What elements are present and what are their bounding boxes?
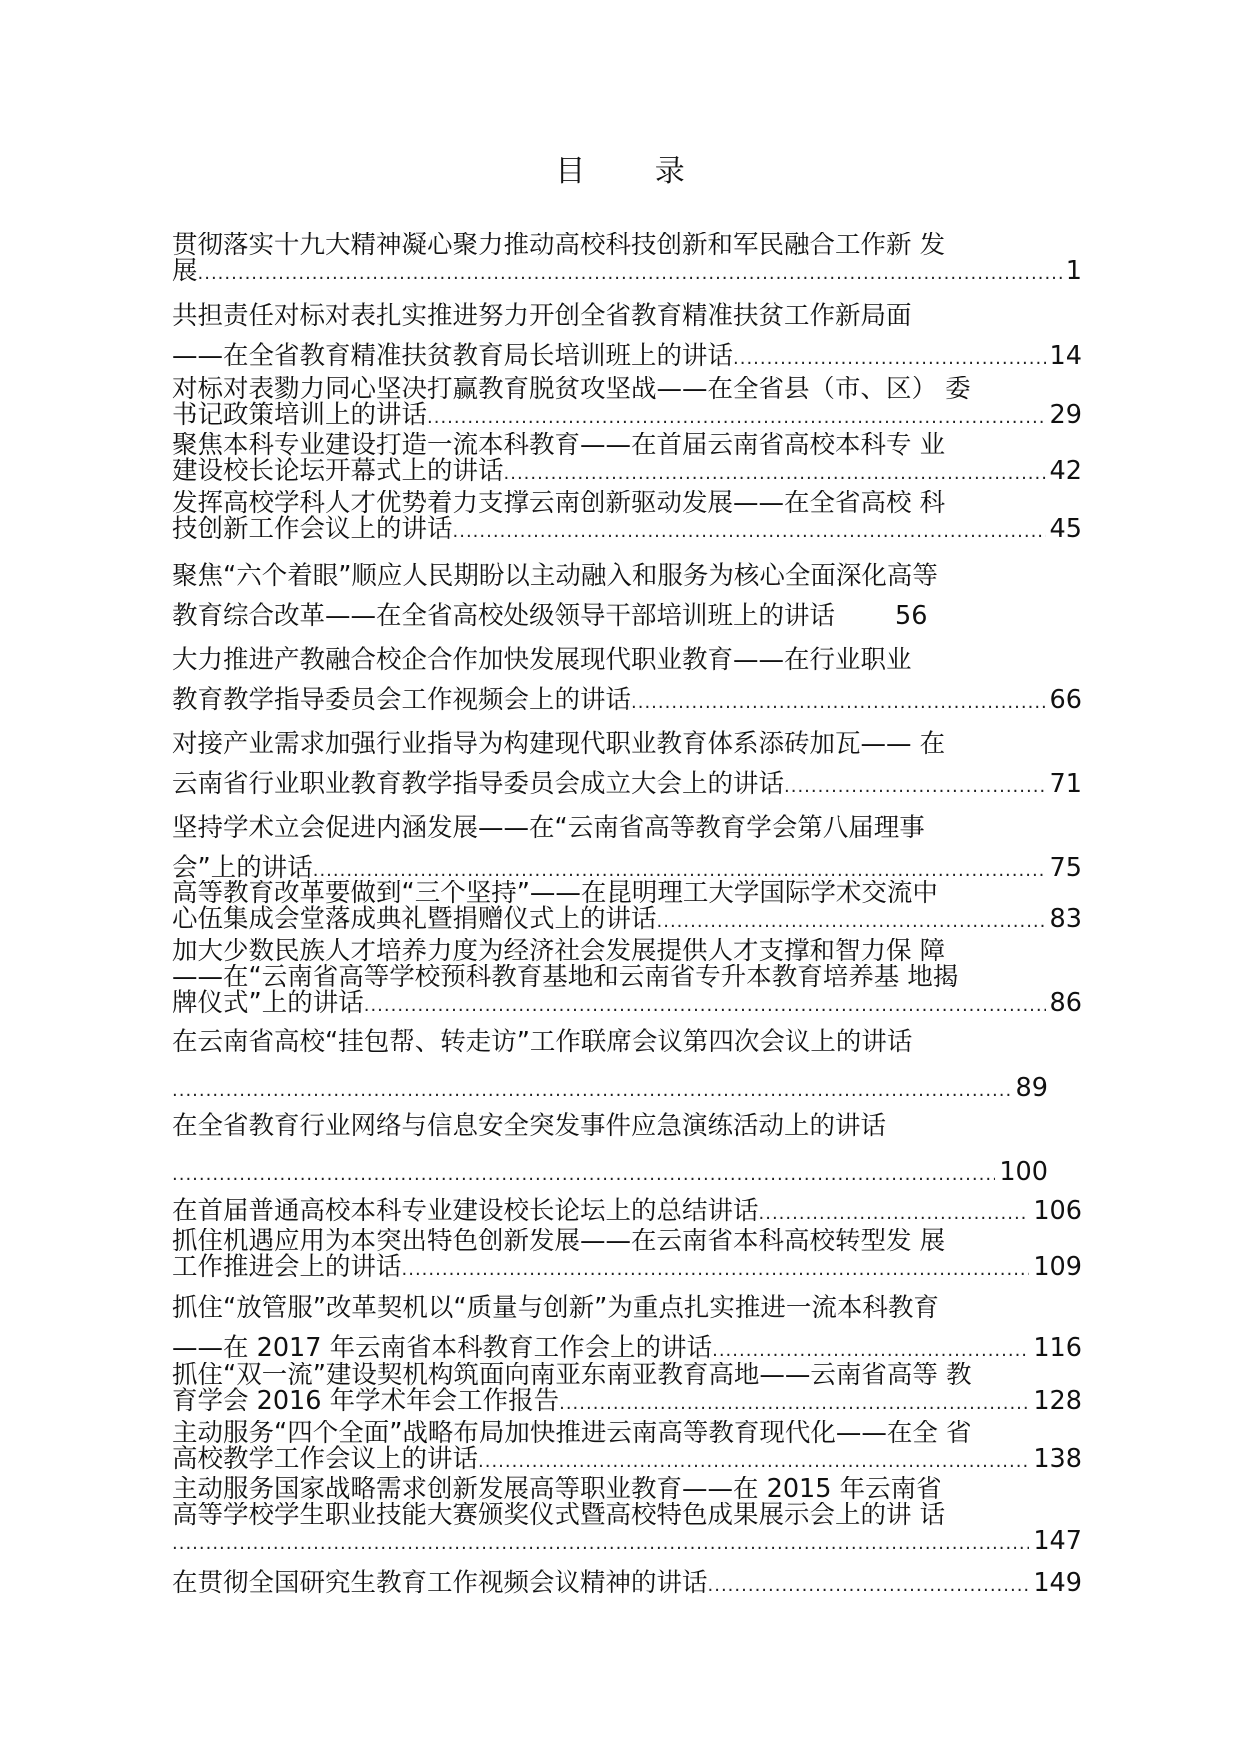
page-number: 56 [895,601,928,631]
toc-entry[interactable] [172,556,1082,636]
toc-entry[interactable] [172,1288,1082,1371]
entry-title-line: ——在“云南省高等学校预科教育基地和云南省专升本教育培养基 地揭 [172,964,959,990]
dot-leader [453,519,1046,545]
page-number: 100 [999,1157,1048,1187]
dot-leader [504,461,1046,487]
entry-title-line: 书记政策培训上的讲话 [172,400,428,430]
page-number: 45 [1049,514,1082,544]
page-number: 89 [1015,1073,1048,1103]
toc-entry[interactable] [172,938,1082,1019]
entry-title-line: 牌仪式”上的讲话 [172,988,364,1018]
page-number: 149 [1033,1568,1082,1598]
toc-entry[interactable] [172,1228,1082,1283]
entry-title-line: 主动服务“四个全面”战略布局加快推进云南高等教育现代化——在全 省 [172,1420,972,1446]
entry-title-line: 云南省行业职业教育教学指导委员会成立大会上的讲话 [172,769,785,799]
entry-title-line: 展 [172,256,198,286]
page-number: 116 [1033,1333,1082,1363]
toc-entry[interactable] [172,808,1082,891]
page-number: 14 [1049,341,1082,371]
page-number: 66 [1049,685,1082,715]
dot-leader [657,909,1046,935]
toc-entry[interactable] [172,432,1082,487]
page-number: 1 [1065,256,1082,286]
entry-title-line: 聚焦本科专业建设打造一流本科教育——在首届云南省高校本科专 业 [172,432,946,458]
dot-leader [402,1257,1030,1283]
entry-leader-line [172,680,1082,723]
entry-title-line: 对接产业需求加强行业指导为构建现代职业教育体系添砖加瓦—— 在 [172,729,946,759]
entry-leader-line [172,906,1082,935]
toc-title: 目 录 [555,154,715,189]
entry-title-line: 主动服务国家战略需求创新发展高等职业教育——在 2015 年云南省 [172,1476,942,1502]
toc-entry[interactable] [172,1022,1082,1111]
toc-entry[interactable] [172,232,1082,287]
entry-title-line: 聚焦“六个着眼”顺应人民期盼以主动融入和服务为核心全面深化高等 [172,561,938,591]
entry-title-line: 贯彻落实十九大精神凝心聚力推动高校科技创新和军民融合工作新 发 [172,232,946,258]
entry-leader-line [172,1568,1082,1601]
entry-leader-line [172,990,1082,1019]
entry-title-line: 坚持学术立会促进内涵发展——在“云南省高等教育学会第八届理事 [172,813,925,843]
page-number: 128 [1033,1386,1082,1416]
entry-leader-line [172,1528,1082,1557]
entry-title-line: 会”上的讲话 [172,853,313,883]
dot-leader [172,1071,1012,1111]
entry-leader-line [172,1152,1082,1195]
dot-leader [478,1449,1029,1475]
page-number: 109 [1033,1252,1082,1282]
entry-title-line: 高等学校学生职业技能大赛颁奖仪式暨高校特色成果展示会上的讲 话 [172,1502,946,1528]
entry-title-line: 共担责任对标对表扎实推进努力开创全省教育精准扶贫工作新局面 [172,301,912,331]
dot-leader [559,1391,1029,1417]
dot-leader [427,405,1046,431]
dot-leader [631,683,1046,723]
entry-title-line: 教育综合改革——在全省高校处级领导干部培训班上的讲话 [172,601,836,631]
entry-title-line: 高校教学工作会议上的讲话 [172,1444,479,1474]
entry-title-line: 心伍集成会堂落成典礼暨捐赠仪式上的讲话 [172,904,657,934]
page-number: 147 [1033,1526,1082,1556]
entry-title-line: 抓住“双一流”建设契机构筑面向南亚东南亚教育高地——云南省高等 教 [172,1362,972,1388]
entry-title-line: 技创新工作会议上的讲话 [172,514,453,544]
entry-leader-line [172,458,1082,487]
entry-title-line: 工作推进会上的讲话 [172,1252,402,1282]
toc-entry[interactable] [172,724,1082,807]
toc-entry[interactable] [172,490,1082,545]
entry-title-line: 在全省教育行业网络与信息安全突发事件应急演练活动上的讲话 [172,1111,887,1141]
entry-title-line: ——在 2017 年云南省本科教育工作会上的讲话 [172,1333,713,1363]
entry-title-line: 加大少数民族人才培养力度为经济社会发展提供人才支撑和智力保 障 [172,938,946,964]
dot-leader [759,1199,1030,1229]
entry-title-line: 在首届普通高校本科专业建设校长论坛上的总结讲话 [172,1196,759,1226]
toc-entry[interactable] [172,880,1082,935]
entry-leader-line [172,1068,1082,1111]
page-number: 106 [1033,1196,1082,1226]
toc-entry[interactable] [172,640,1082,723]
entry-title-line: 对标对表勠力同心坚决打赢教育脱贫攻坚战——在全省县（市、区） 委 [172,376,971,402]
page-number: 138 [1033,1444,1082,1474]
entry-leader-line [172,1388,1082,1417]
entry-title-line: 建设校长论坛开幕式上的讲话 [172,456,504,486]
dot-leader [364,993,1046,1019]
toc-entry[interactable] [172,1420,1082,1475]
entry-title-line: 大力推进产教融合校企合作加快发展现代职业教育——在行业职业 [172,645,912,675]
dot-leader [733,339,1046,379]
entry-leader-line [172,596,1082,636]
toc-entry[interactable] [172,296,1082,379]
page-number: 86 [1049,988,1082,1018]
entry-leader-line [172,1254,1082,1283]
dot-leader [172,1531,1029,1557]
entry-title-line: 在云南省高校“挂包帮、转走访”工作联席会议第四次会议上的讲话 [172,1027,913,1057]
dot-leader [172,1155,995,1195]
toc-entry[interactable] [172,376,1082,431]
toc-entry[interactable] [172,1362,1082,1417]
page-number: 83 [1049,904,1082,934]
entry-leader-line [172,402,1082,431]
entry-title-line: 教育教学指导委员会工作视频会上的讲话 [172,685,632,715]
entry-title-line: 抓住“放管服”改革契机以“质量与创新”为重点扎实推进一流本科教育 [172,1293,939,1323]
entry-leader-line [172,1446,1082,1475]
entry-title-line: 高等教育改革要做到“三个坚持”——在昆明理工大学国际学术交流中 [172,880,938,906]
entry-title-line: 抓住机遇应用为本突出特色创新发展——在云南省本科高校转型发 展 [172,1228,946,1254]
toc-entry[interactable] [172,1196,1082,1229]
page-number: 29 [1049,400,1082,430]
entry-leader-line [172,1196,1082,1229]
entry-leader-line [172,516,1082,545]
toc-entry[interactable] [172,1476,1082,1557]
toc-entry[interactable] [172,1106,1082,1195]
entry-title-line: 发挥高校学科人才优势着力支撑云南创新驱动发展——在全省高校 科 [172,490,946,516]
entry-leader-line [172,336,1082,379]
entry-title-line: ——在全省教育精准扶贫教育局长培训班上的讲话 [172,341,734,371]
dot-leader [198,261,1062,287]
entry-title-line: 育学会 2016 年学术年会工作报告 [172,1386,560,1416]
entry-leader-line [172,258,1082,287]
dot-leader [708,1571,1030,1601]
page-number: 75 [1049,853,1082,883]
entry-title-line: 在贯彻全国研究生教育工作视频会议精神的讲话 [172,1568,708,1598]
page-number: 71 [1049,769,1082,799]
page-number: 42 [1049,456,1082,486]
toc-entry[interactable] [172,1568,1082,1601]
dot-leader [784,767,1046,807]
entry-leader-line [172,764,1082,807]
